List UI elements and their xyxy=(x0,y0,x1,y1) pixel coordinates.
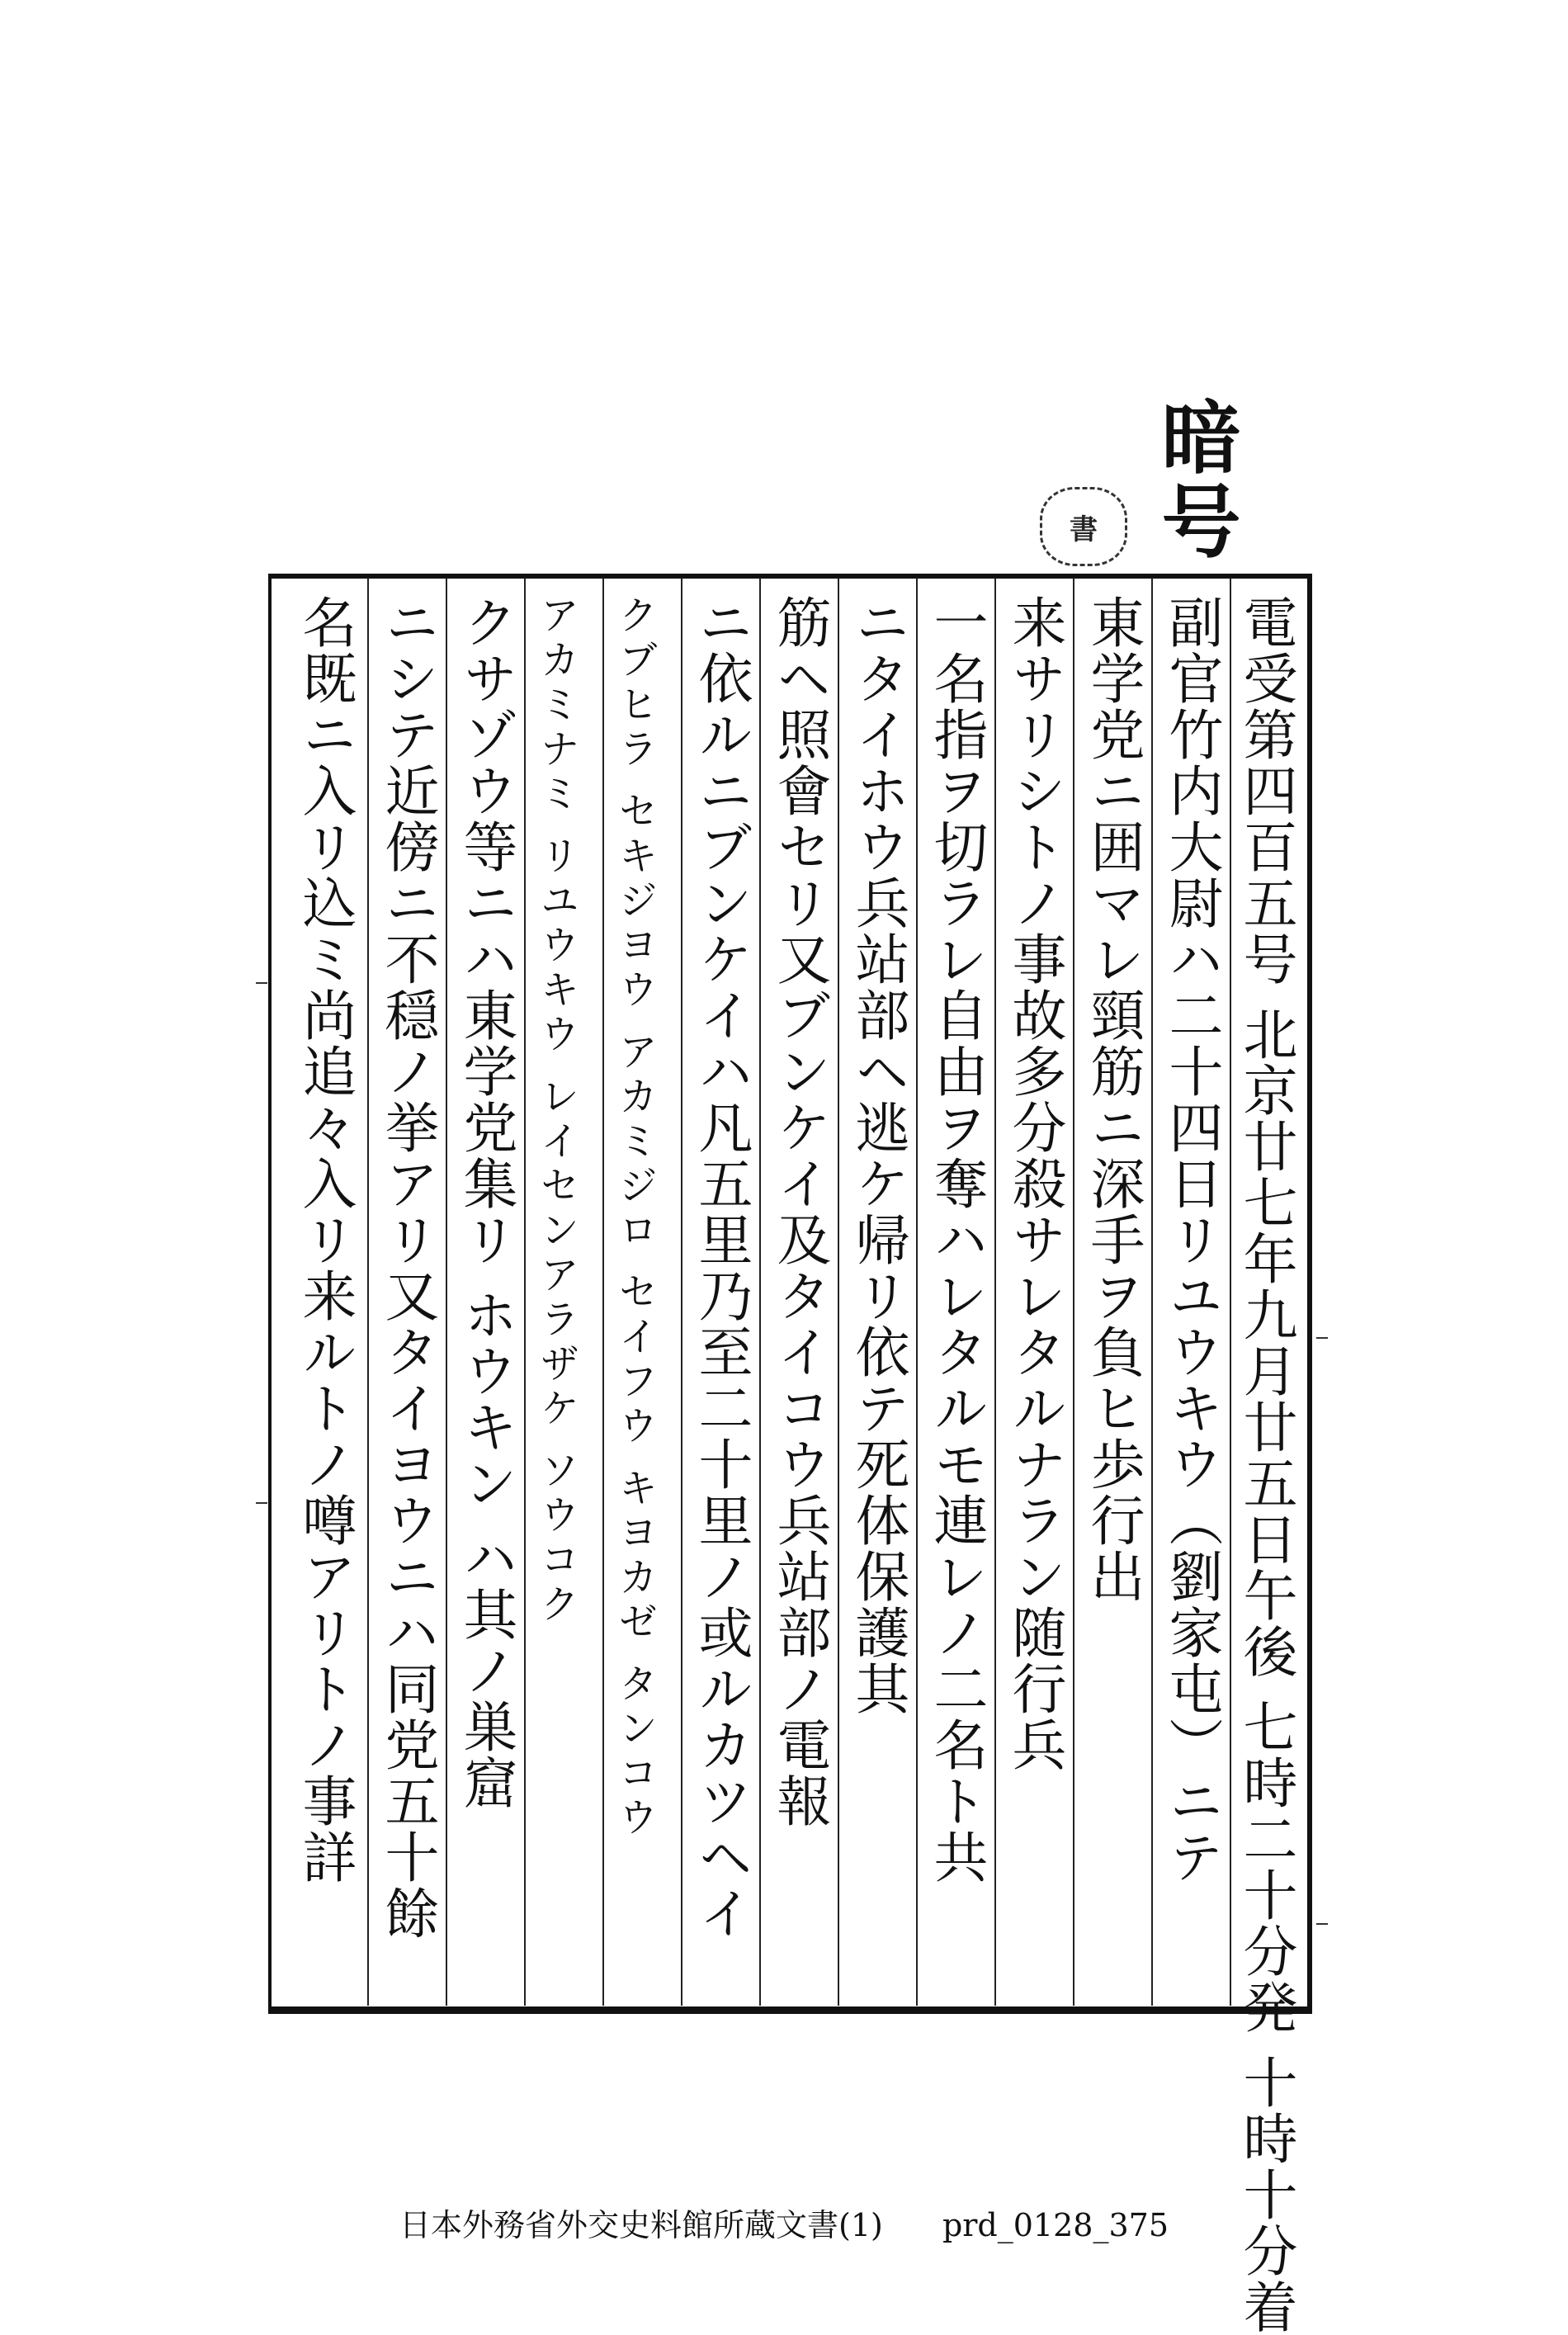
text-column-11: クサゾウ等ニハ東学党集リ ホウキン ハ其ノ巣窟 xyxy=(454,594,517,1811)
margin-tick xyxy=(256,1502,267,1504)
column-rule xyxy=(1230,578,1231,2006)
text-column-6: ニタイホウ兵站部ヘ逃ケ帰リ依テ死体保護其 xyxy=(846,594,909,1717)
column-rule xyxy=(1073,578,1074,2006)
footer-doc-id: prd_0128_375 xyxy=(942,2207,1169,2243)
column-rule xyxy=(994,578,996,2006)
column-rule xyxy=(524,578,526,2006)
text-column-10: アカミナミ リユウキウ レイセンアラザケ ソウコク xyxy=(533,594,579,1628)
text-column-13: 名既ニ入リ込ミ尚追々入リ来ルトノ噂アリトノ事詳 xyxy=(293,594,357,1885)
text-column-12: ニシテ近傍ニ不穏ノ挙アリ又タイヨウニハ同党五十餘 xyxy=(375,594,439,1941)
footer-source: 日本外務省外交史料館所蔵文書(1) xyxy=(399,2207,883,2243)
column-rule xyxy=(367,578,369,2006)
text-column-1: 電受第四百五号 北京廿七年九月廿五日午後 七時二十分発 十時十分着 xyxy=(1234,594,1297,2335)
column-rule xyxy=(1151,578,1153,2006)
margin-tick xyxy=(1316,1337,1328,1339)
column-rule xyxy=(446,578,447,2006)
archive-footer xyxy=(0,2200,1568,2245)
text-column-8: ニ依ルニブンケイハ凡五里乃至二十里ノ或ルカツヘイ xyxy=(689,594,753,1941)
text-column-5: 一名指ヲ切ラレ自由ヲ奪ハレタルモ連レノ二名ト共 xyxy=(924,594,988,1885)
margin-tick xyxy=(256,982,267,984)
text-column-2: 副官竹内大尉ハ二十四日リユウキウ（劉家屯）ニテ xyxy=(1159,594,1223,1885)
column-rule xyxy=(838,578,839,2006)
text-column-9: クブヒラ セキジヨウ アカミジロ セイフウ キヨカゼ タンコウ xyxy=(612,594,658,1841)
column-rule xyxy=(759,578,761,2006)
column-rule xyxy=(681,578,682,2006)
column-rule xyxy=(916,578,918,2006)
text-column-7: 筋ヘ照會セリ又ブンケイ及タイコウ兵站部ノ電報 xyxy=(767,594,831,1829)
seal-text: 書 xyxy=(1070,513,1098,546)
seal-stamp xyxy=(1040,487,1127,566)
margin-tick xyxy=(1316,1923,1328,1925)
text-column-3: 東学党ニ囲マレ頸筋ニ深手ヲ負ヒ歩行出 xyxy=(1081,594,1145,1605)
cipher-stamp-title: 暗号 xyxy=(1149,396,1242,565)
column-rule xyxy=(602,578,604,2006)
text-column-4: 来サリシトノ事故多分殺サレタルナラン随行兵 xyxy=(1003,594,1066,1773)
